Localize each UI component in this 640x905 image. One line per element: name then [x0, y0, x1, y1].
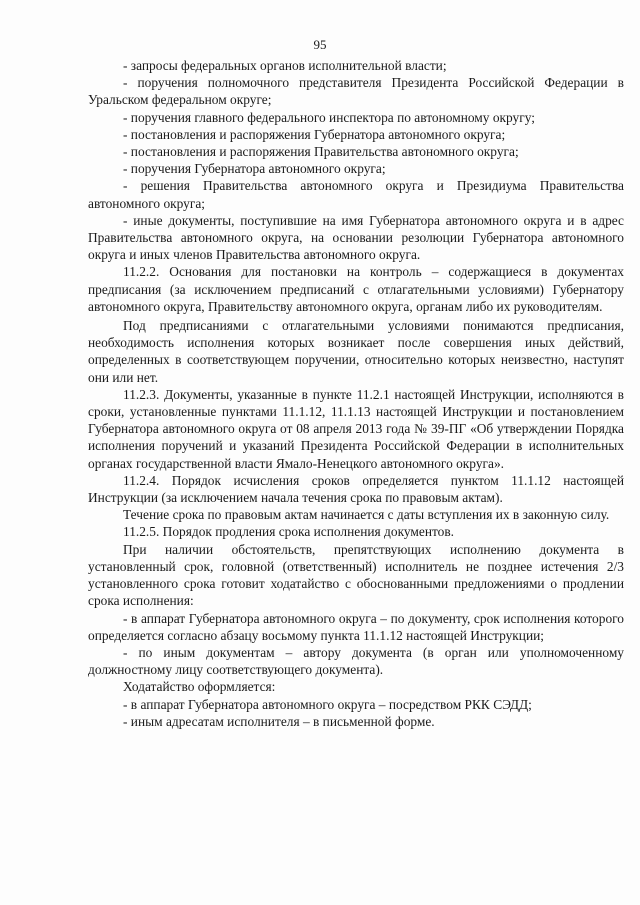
paragraph: Под предписаниями с отлагательными условиями понимаются предписания, необходимость исполнения которых возникает после совершения иных действий, определенных в соответствующем поручении, относительно которых неизвестно, наступят они или нет. [88, 318, 624, 385]
paragraph: - в аппарат Губернатора автономного округа – посредством РКК СЭДД; [123, 696, 532, 712]
page-number: 95 [313, 37, 327, 52]
paragraph: 11.2.3. Документы, указанные в пункте 11.2.1 настоящей Инструкции, исполняются в сроки, установленные пунктами 11.1.12, 11.1.13 настоящей Инструкции и постановлением Губернатора автономного округа от 08 апреля 2013 года № 39-ПГ «Об утверждении Порядка исполнения поручений и указаний Президента Российской Федерации в исполнительных органах государственной власти Ямало-Ненецкого автономного округа». [88, 386, 624, 471]
paragraph: - иные документы, поступившие на имя Губернатора автономного округа и в адрес Правительства автономного округа, на основании резолюции Губернатора автономного округа и иных членов Правительства автономного округа. [88, 212, 624, 263]
paragraph: - иным адресатам исполнителя – в письменной форме. [123, 713, 435, 729]
paragraph: - постановления и распоряжения Губернатора автономного округа; [123, 126, 506, 142]
paragraph: Течение срока по правовым актам начинается с даты вступления их в законную силу. [123, 507, 610, 523]
paragraph: 11.2.5. Порядок продления срока исполнения документов. [123, 524, 455, 540]
paragraph: - поручения Губернатора автономного округа; [123, 161, 386, 177]
paragraph: - в аппарат Губернатора автономного округа – по документу, срок исполнения которого определяется согласно абзацу восьмому пункта 11.1.12 настоящей Инструкции; [88, 610, 624, 643]
paragraph: При наличии обстоятельств, препятствующих исполнению документа в установленный срок, головной (ответственный) исполнитель не позднее истечения 2/3 установленного срока готовит ходатайство с обоснованными предложениями о продлении срока исполнения: [88, 541, 624, 609]
paragraph: - поручения полномочного представителя Президента Российской Федерации в Уральском федеральном округе; [88, 75, 624, 108]
document-body [88, 57, 624, 730]
paragraph: - поручения главного федерального инспектора по автономному округу; [123, 109, 535, 125]
paragraph: 11.2.4. Порядок исчисления сроков определяется пунктом 11.1.12 настоящей Инструкции (за исключением начала течения срока по правовым актам). [88, 472, 624, 506]
paragraph: - по иным документам – автору документа (в орган или уполномоченному должностному лицу соответствующего документа). [88, 644, 624, 678]
paragraph: - запросы федеральных органов исполнительной власти; [123, 58, 447, 73]
paragraph: - постановления и распоряжения Правительства автономного округа; [123, 144, 519, 160]
paragraph: 11.2.2. Основания для постановки на контроль – содержащиеся в документах предписания (за исключением предписаний с отлагательными условиями) Губернатору автономного округа, Правительству автономного округа, органам либо их руководителям. [88, 264, 624, 314]
paragraph: - решения Правительства автономного округа и Президиума Правительства автономного округа; [88, 178, 624, 211]
paragraph: Ходатайство оформляется: [123, 679, 276, 695]
